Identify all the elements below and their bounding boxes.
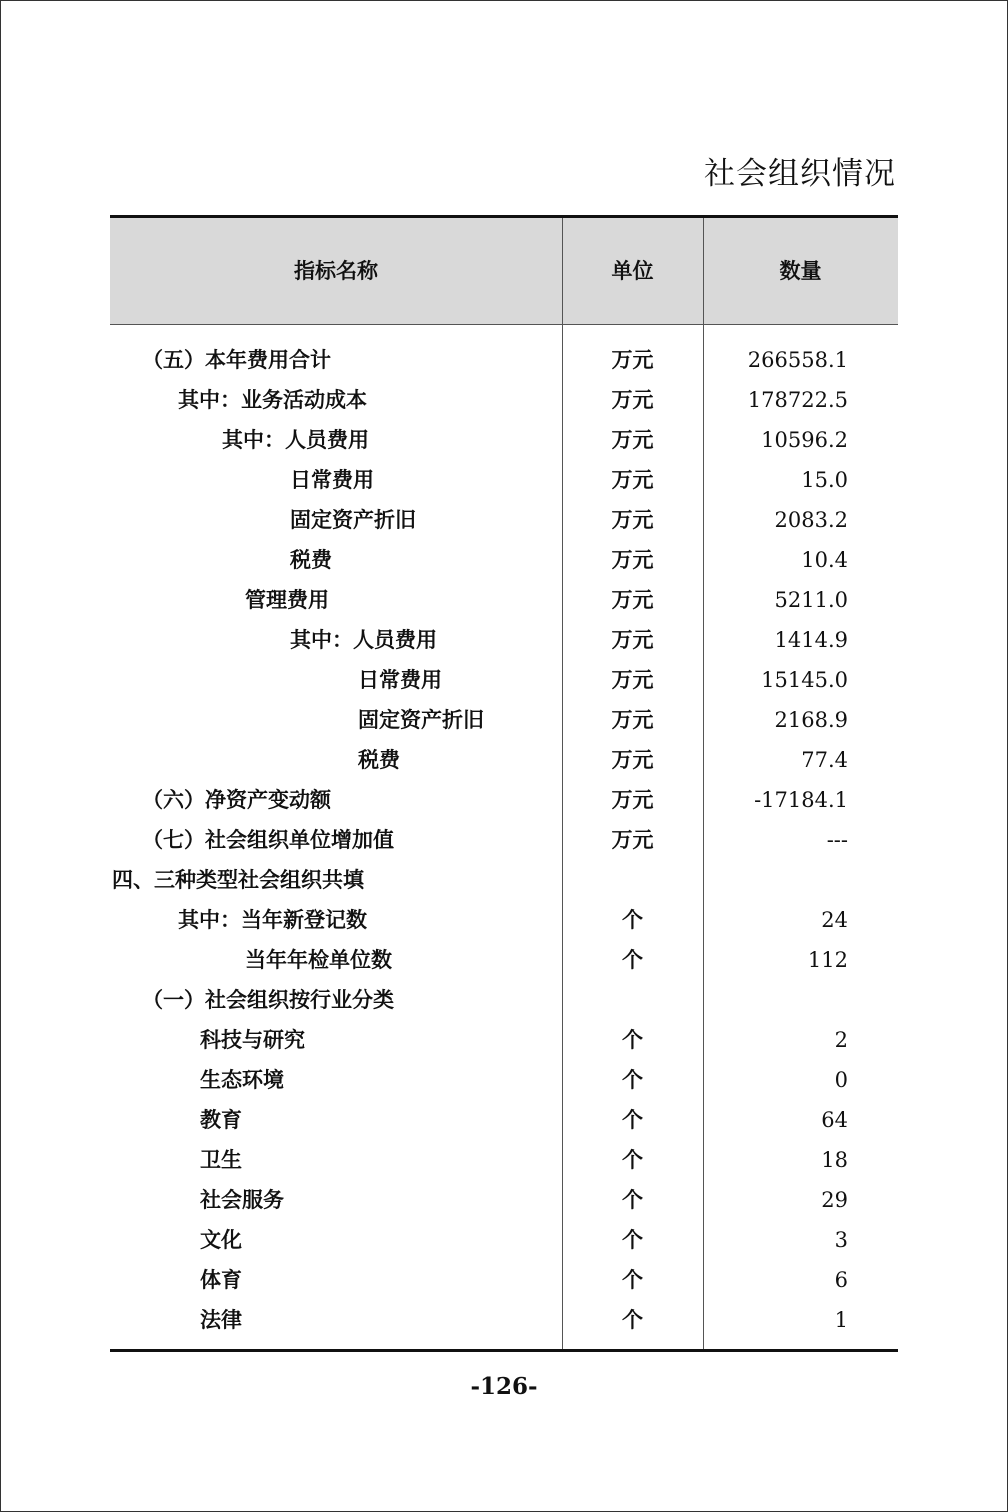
row-indicator-name: 固定资产折旧 — [290, 508, 416, 532]
row-unit: 个 — [622, 948, 643, 972]
row-quantity: 2083.2 — [774, 508, 848, 532]
row-unit — [562, 860, 703, 900]
row-quantity: 3 — [834, 1228, 848, 1252]
row-indicator-name: （一）社会组织按行业分类 — [142, 988, 394, 1012]
table-row — [110, 820, 898, 860]
table-row — [110, 740, 898, 780]
row-indicator-name: 法律 — [200, 1308, 242, 1332]
row-unit: 万元 — [611, 668, 654, 692]
table-row — [110, 1060, 898, 1100]
row-indicator-name: 固定资产折旧 — [358, 708, 484, 732]
row-indicator-name: 管理费用 — [245, 588, 329, 612]
row-quantity: 77.4 — [801, 748, 848, 772]
row-quantity: 15.0 — [801, 468, 848, 492]
row-quantity: 1414.9 — [774, 628, 848, 652]
row-unit: 万元 — [611, 628, 654, 652]
table-row — [110, 940, 898, 980]
row-indicator-name: 其中：人员费用 — [290, 628, 437, 652]
row-quantity: 24 — [821, 908, 848, 932]
row-unit: 个 — [622, 908, 643, 932]
page-title: 社会组织情况 — [704, 156, 896, 192]
table-row — [110, 900, 898, 940]
row-indicator-name: 当年年检单位数 — [245, 948, 392, 972]
table-row — [110, 980, 898, 1020]
row-unit: 万元 — [611, 508, 654, 532]
row-indicator-name: 其中：人员费用 — [222, 428, 369, 452]
row-unit: 个 — [622, 1068, 643, 1092]
row-quantity: 2168.9 — [774, 708, 848, 732]
row-quantity: 10.4 — [801, 548, 848, 572]
table-row — [110, 1140, 898, 1180]
row-unit: 个 — [622, 1308, 643, 1332]
row-indicator-name: 科技与研究 — [200, 1028, 305, 1052]
row-unit: 个 — [622, 1188, 643, 1212]
row-indicator-name: 日常费用 — [358, 668, 442, 692]
row-quantity: 2 — [834, 1028, 848, 1052]
row-indicator-name: 税费 — [358, 748, 400, 772]
row-unit: 万元 — [611, 348, 654, 372]
row-indicator-name: 其中：业务活动成本 — [178, 388, 367, 412]
header-indicator-name: 指标名称 — [294, 259, 378, 283]
row-indicator-name: （七）社会组织单位增加值 — [142, 828, 394, 852]
row-indicator-name: （五）本年费用合计 — [142, 348, 331, 372]
row-quantity: 15145.0 — [761, 668, 848, 692]
row-indicator-name: 卫生 — [200, 1148, 242, 1172]
row-indicator-name: 日常费用 — [290, 468, 374, 492]
table-row — [110, 500, 898, 540]
table-row — [110, 580, 898, 620]
row-quantity: 18 — [821, 1148, 848, 1172]
table-row — [110, 340, 898, 380]
row-indicator-name: 体育 — [200, 1268, 242, 1292]
row-quantity: 1 — [834, 1308, 848, 1332]
row-unit: 万元 — [611, 708, 654, 732]
row-indicator-name: 教育 — [200, 1108, 242, 1132]
row-quantity: 5211.0 — [774, 588, 848, 612]
row-quantity: -17184.1 — [754, 788, 848, 812]
row-unit: 万元 — [611, 748, 654, 772]
row-indicator-name: 税费 — [290, 548, 332, 572]
table-row — [110, 1260, 898, 1300]
table-row — [110, 1300, 898, 1340]
row-indicator-name: 四、三种类型社会组织共填 — [112, 868, 364, 892]
row-indicator-name: （六）净资产变动额 — [142, 788, 331, 812]
row-unit: 个 — [622, 1268, 643, 1292]
table-row — [110, 1100, 898, 1140]
row-unit: 万元 — [611, 428, 654, 452]
row-unit: 万元 — [611, 468, 654, 492]
table-row — [110, 1180, 898, 1220]
table-row — [110, 660, 898, 700]
row-unit: 万元 — [611, 548, 654, 572]
row-quantity: 29 — [821, 1188, 848, 1212]
table-row — [110, 380, 898, 420]
row-unit — [562, 980, 703, 1020]
row-quantity: --- — [826, 828, 848, 852]
row-quantity — [703, 860, 848, 900]
header-unit: 单位 — [611, 259, 654, 283]
table-body — [110, 340, 898, 1340]
table-row — [110, 460, 898, 500]
row-quantity: 112 — [807, 948, 848, 972]
row-indicator-name: 社会服务 — [200, 1188, 284, 1212]
table-header — [110, 218, 898, 325]
row-quantity: 266558.1 — [747, 348, 848, 372]
row-quantity: 6 — [834, 1268, 848, 1292]
table-row — [110, 540, 898, 580]
row-quantity: 178722.5 — [747, 388, 848, 412]
row-unit: 个 — [622, 1228, 643, 1252]
row-quantity: 0 — [834, 1068, 848, 1092]
row-quantity: 10596.2 — [761, 428, 848, 452]
page-number: -126- — [470, 1373, 538, 1400]
row-unit: 个 — [622, 1028, 643, 1052]
table-row — [110, 620, 898, 660]
table-row — [110, 1020, 898, 1060]
row-quantity — [703, 980, 848, 1020]
row-unit: 个 — [622, 1148, 643, 1172]
table-row — [110, 780, 898, 820]
table-row — [110, 420, 898, 460]
header-quantity: 数量 — [779, 259, 822, 283]
table-bottom-rule — [110, 1349, 898, 1352]
table-row — [110, 860, 898, 900]
row-unit: 个 — [622, 1108, 643, 1132]
row-indicator-name: 文化 — [200, 1228, 242, 1252]
table-row — [110, 700, 898, 740]
row-unit: 万元 — [611, 788, 654, 812]
row-unit: 万元 — [611, 588, 654, 612]
row-unit: 万元 — [611, 388, 654, 412]
table-row — [110, 1220, 898, 1260]
row-indicator-name: 其中：当年新登记数 — [178, 908, 367, 932]
row-unit: 万元 — [611, 828, 654, 852]
row-indicator-name: 生态环境 — [200, 1068, 284, 1092]
row-quantity: 64 — [821, 1108, 848, 1132]
